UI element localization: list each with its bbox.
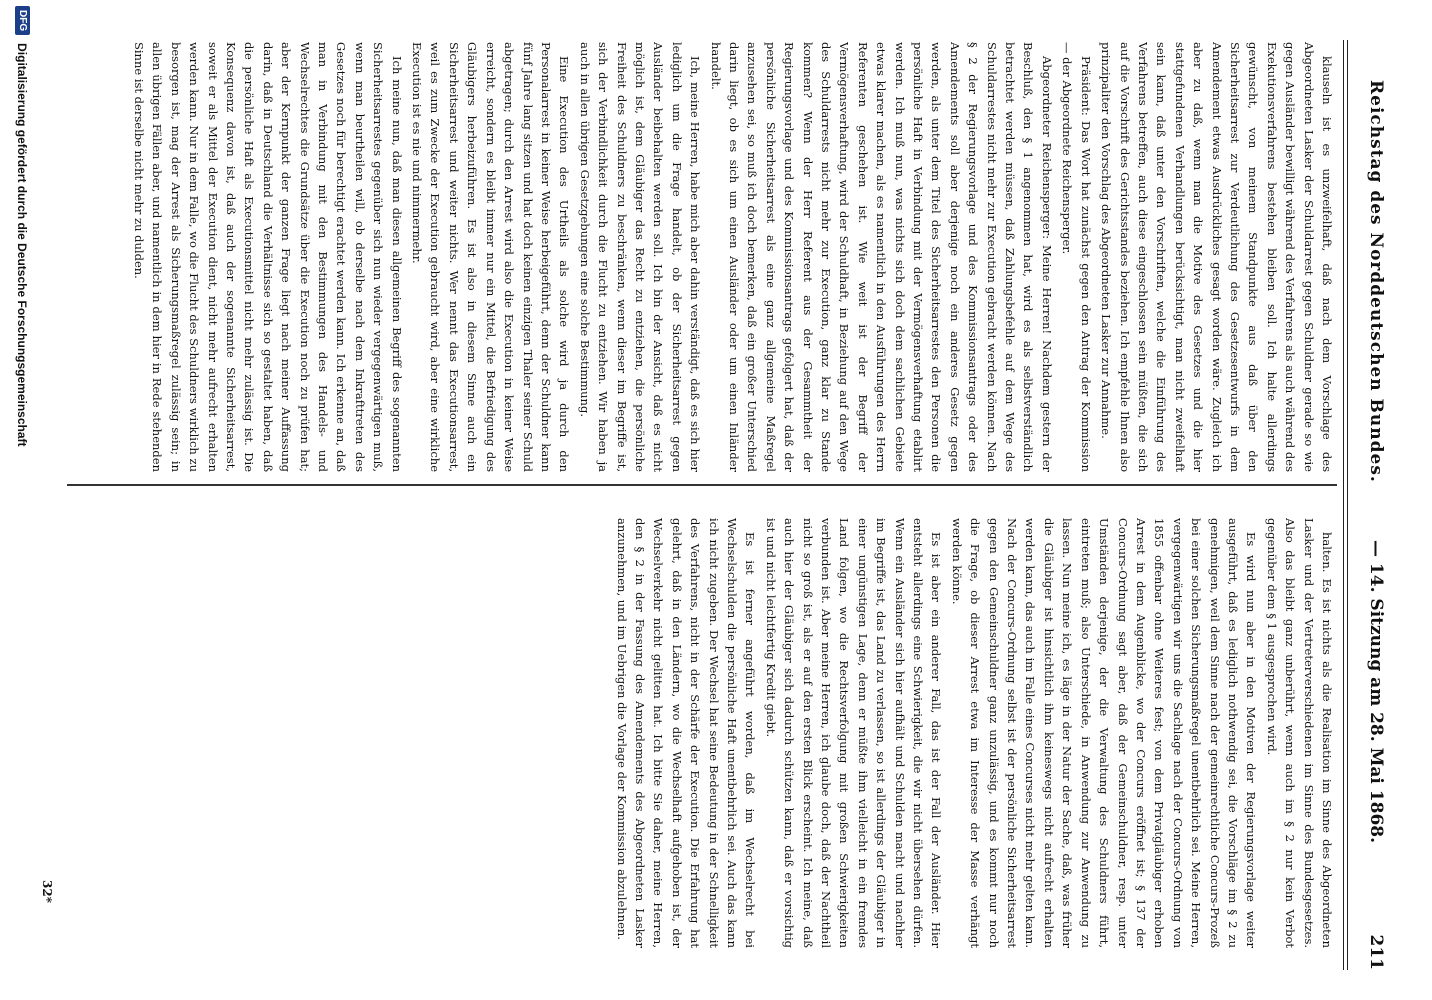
right-paragraph: Es ist ferner angeführt worden, daß im Wechselrecht bei Wechselschulden die persönliche Haft unentbehrlich sei. Auch das kann ich nicht zugeben. Der Wechsel hat seine Bedeutung in der Schnelligkeit des Verfahrens, nicht in der Schärfe der Execution. Die Erfahrung hat gelehrt, daß in den Ländern, wo die Wechselhaft aufgehoben ist, der Wechselverkehr nicht gelitten hat. Ich bitte Sie daher, meine Herren, den § 2 in der Fassung des Amendements des Abgeordneten Lasker anzunehmen, und im Uebrigen die Vorlage der Kommission abzulehnen. (614, 518, 758, 948)
left-paragraph: Abgeordneter Reichensperger: Meine Herren! Nachdem gestern der Beschluß, den § 1 angenommen hat, wird es als selbstverständlich betrachtet werden müssen, daß Zahlungsbefehle auf dem Wege des Schuldarrestes nicht mehr zur Execution gebracht werden können. Nach § 2 der Regierungsvorlage und des Kommissionsantrags oder des Amendements soll aber derjenige noch ein anderes Gesetz gegen werden, als unter dem Titel des Sicherheitsarrestes den Personen die persönliche Haft in Verbindung mit der Vermögensverhaftung etablirt werden. Ich muß nun, was nichts sich doch dem sachlichen Gebiete etwas klarer machen, als es namentlich in den Ausführungen des Herrn Referenten geschehen ist. Wie weit ist der Begriff der Vermögensverhaftung, wird der Schuldhaft, in Beziehung auf den Wege des Schuldarrests nicht mehr zur Execution, ganz klar zu Stande kommen? Wenn der Herr Referent aus der Gesammtheit der Regierungsvorlage und des Kommissionsantrags gefolgert hat, daß der persönliche Sicherheitsarrest als eine ganz allgemeine Maßregel anzusehen sei, so muß ich doch bemerken, daß ein großer Unterschied darin liegt, ob es sich um einen Ausländer oder um einen Inländer handelt. (708, 42, 1054, 472)
left-column (71, 42, 1336, 472)
header-title: Reichstag des Norddeutschen Bundes. (1366, 80, 1386, 483)
running-header (1356, 20, 1386, 980)
left-paragraph: Präsident: Das Wort hat zunächst gegen den Antrag der Kommission — der Abgeordnete Reichensperger. (1060, 42, 1093, 472)
header-rule (1343, 40, 1348, 970)
left-paragraph: Ich, meine Herren, habe mich aber dahin verständigt, daß es sich hier lediglich um die Frage handelt, ob der Sicherheitsarrest gegen Ausländer beibehalten werden soll. Ich bin der Ansicht, daß es nicht möglich ist, dem Gläubiger das Recht zu entziehen, die persönliche Freiheit des Schuldners zu beschränken, wenn dieser im Begriffe ist, sich der Verbindlichkeit durch die Flucht zu entziehen. Wir haben ja auch in allen übrigen Gesetzgebungen eine solche Bestimmung. (577, 42, 703, 472)
page-number: 211 (1366, 934, 1386, 970)
left-paragraph: Eine Execution des Urtheils als solche wird ja durch den Personalarrest in keiner Weise herbeigeführt, denn der Schuldner kann fünf Jahre lang sitzen und hat doch keinen einzigen Thaler seiner Schuld abgetragen; durch den Arrest wird also die Execution in keiner Weise erreicht, sondern es bleibt immer nur ein Mittel, die Befriedigung des Gläubigers herbeizuführen. Es ist also in diesem Sinne auch ein Sicherheitsarrest und weiter nichts. Wer nennt das Executionsarrest, weil es zum Zwecke der Execution gebraucht wird, aber eine wirkliche Execution ist es nie und nimmermehr. (410, 42, 572, 472)
column-divider (67, 484, 1337, 486)
header-session: — 14. Sitzung am 28. Mai 1868. (1366, 540, 1386, 844)
credit-text: Digitalisierung gefördert durch die Deutsche Forschungsgemeinschaft (15, 43, 30, 447)
right-paragraph: halten. Es ist nichts als die Realisation im Sinne des Abgeordneten Lasker und der Vertreterverschiedenen im Sinne des Bundesgesetzes. Also das bleibt ganz unberührt, wenn auch im § 2 nur kein Verbot gegenüber dem § 1 ausgesprochen wird. (1264, 518, 1334, 948)
left-paragraph: klauseln ist es unzweifelhaft, daß nach dem Vorschlage des Abgeordneten Lasker der Schuldarrest gegen Schuldner gerade so wie gegen Ausländer bewilligt während des Verfahrens als auch während des Exekutionsverfahrens bestehen bleiben soll. Ich halte allerdings gewünscht, von meinem Standpunkte aus daß über den Sicherheitsarrest zur Verdeutlichung des Gesetzesentwurfs in dem Amendement etwas Ausdrückliches gesagt worden wäre. Zugleich ich aber zu daß, wenn man die Motive des Gesetzes und die hier stattgefundenen Verhandlungen berücksichtigt, man nicht zweifelhaft sein kann, daß unter den Vorschriften, welche die Einführung des Verfahrens betreffen, auch diese eingeschlossen sein müßten, die sich auf die Vorschrift des Gerichtsstandes beziehen. Ich empfehle Ihnen also prinzipaliter den Vorschlag des Abgeordneten Lasker zur Annahme. (1099, 42, 1334, 472)
right-column (71, 518, 1336, 948)
signature-mark: 32* (40, 880, 54, 903)
left-paragraph: Ich meine nun, daß man diesen allgemeinen Begriff des sogenannten Sicherheitsarrestes gegenüber sich nun wieder vergegenwärtigen muß, wenn man beurtheilen will, ob derselbe nach dem Inkrafttreten des Gesetzes noch für berechtigt erachtet werden kann. Ich erkenne an, daß man in Verbindung mit den Bestimmungen des Handels- und Wechselrechtes die Grundsätze über die Execution noch zu prüfen hat; aber der Kernpunkt der ganzen Frage liegt nach meiner Auffassung darin, daß in Deutschland die Verhältnisse sich so gestaltet haben, daß die persönliche Haft als Executionsmittel nicht mehr zulässig ist. Die Konsequenz davon ist, daß auch der sogenannte Sicherheitsarrest, soweit er als Mittel der Execution dient, nicht mehr aufrecht erhalten werden kann. Nur in dem Falle, wo die Flucht des Schuldners wirklich zu besorgen ist, mag der Arrest als Sicherungsmaßregel zulässig sein; in allen übrigen Fällen aber, und namentlich in dem hier in Rede stehenden Sinne ist derselbe nicht mehr zu dulden. (132, 42, 404, 472)
right-paragraph: Es wird nun aber in den Motiven der Regierungsvorlage weiter ausgeführt, daß es lediglich nothwendig sei, die Vorschläge im § 2 zu genehmigen, weil dem Sinne nach der gemeinrechtliche Concurs-Prozeß bei einer solchen Sicherungsmaßregel unentbehrlich sei. Meine Herren, vergegenwärtigen wir uns die Sachlage nach der Concurs-Ordnung von 1855 offenbar ohne Weiteres fest; von dem Privatgläubiger erhoben Arrest in dem Augenblicke, wo der Concurs eröffnet ist; § 137 der Concurs-Ordnung sagt aber, daß der Gemeinschuldner, resp. unter Umständen derjenige, der die Verwaltung des Schuldners führt, eintreten muß; also Unterschiede, in Anwendung zur Anwendung zu lassen. Nun meine ich, es läge in der Natur der Sache, daß, was früher die Gläubiger ist hinsichtlich ihm keineswegs nicht aufrecht erhalten werden kann, das auch im Falle eines Concurses nicht mehr gelten kann. Nach der Concurs-Ordnung selbst ist der persönliche Sicherheitsarrest gegen den Gemeinschuldner ganz unzulässig, und es kommt nur noch die Frage, ob dieser Arrest etwa im Interesse der Masse verhängt werden könne. (949, 518, 1259, 948)
dfg-logo: DFG (15, 6, 30, 35)
right-paragraph: Es ist aber ein anderer Fall, das ist der Fall der Ausländer. Hier entsteht allerdings eine Schwierigkeit, die wir nicht übersehen dürfen. Wenn ein Ausländer sich hier aufhält und Schulden macht und nachher im Begriffe ist, das Land zu verlassen, so ist allerdings der Gläubiger in einer ungünstigen Lage, denn er müßte ihm vielleicht in ein fremdes Land folgen, wo die Rechtsverfolgung mit großen Schwierigkeiten verbunden ist. Aber meine Herren, ich glaube doch, daß der Nachtheil nicht so groß ist, als er auf den ersten Blick erscheint. Ich meine, daß auch hier der Gläubiger sich dadurch schützen kann, daß er vorsichtig ist und nicht leichtfertig Kredit giebt. (763, 518, 944, 948)
digitization-credit (15, 0, 30, 1000)
